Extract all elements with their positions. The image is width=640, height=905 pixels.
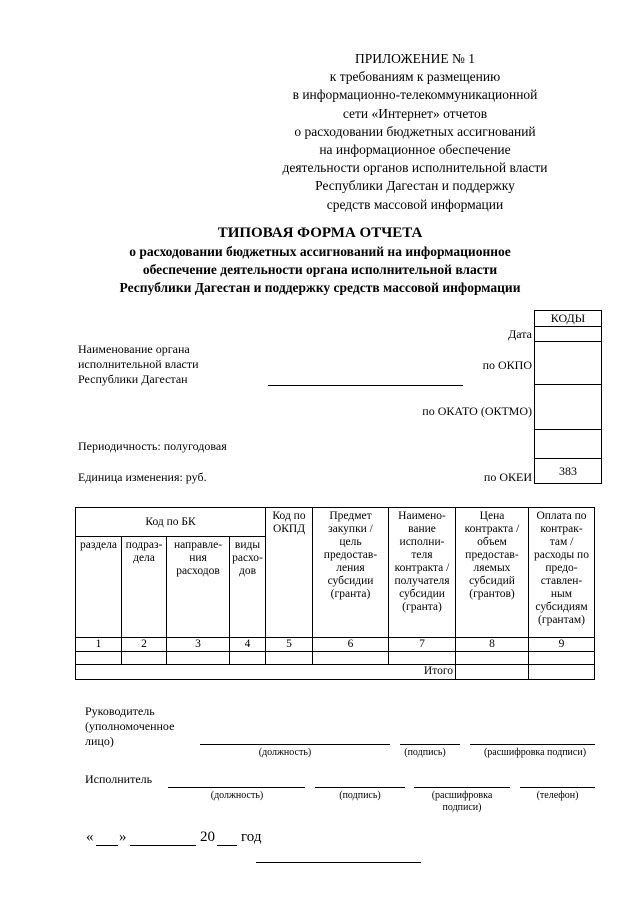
date-label: Дата [508,327,532,341]
okato-code-cell[interactable] [535,385,602,430]
date-year-prefix: 20 [200,829,215,845]
column-number-row [76,638,595,652]
table-cell[interactable] [313,652,389,665]
codes-header: КОДЫ [535,311,602,327]
table-cell[interactable] [122,652,167,665]
total-price-cell[interactable] [456,665,529,680]
form-title-sub: Республики Дагестан и поддержку средств массовой информации [119,280,521,295]
head-signature-caption: (подпись) [404,747,446,758]
okpo-code-cell[interactable] [535,342,602,385]
periodicity-code-cell[interactable] [535,430,602,459]
total-label: Итого [76,665,456,680]
executor-label: Исполнитель [85,772,153,786]
head-position-caption: (должность) [258,747,312,758]
org-name-label: Наименование органа исполнительной власти Республики Дагестан [78,342,199,386]
date-month-line[interactable] [130,845,196,846]
table-cell[interactable] [529,652,595,665]
col-section-header: раздела [76,537,122,638]
appendix-line: ПРИЛОЖЕНИЕ № 1 [354,51,476,66]
head-position-line[interactable] [200,744,390,745]
unit-label: Единица изменения: руб. [78,470,207,484]
column-number: 6 [313,638,389,652]
table-cell[interactable] [76,652,122,665]
appendix-line: деятельности органов исполнительной власти [282,160,548,176]
appendix-line: в информационно-телекоммуникационной [292,87,538,103]
table-cell[interactable] [389,652,456,665]
form-title-sub: обеспечение деятельности органа исполнительной власти [142,262,498,277]
appendix-header [250,50,580,214]
total-payment-cell[interactable] [529,665,595,680]
date-open-quote: « [86,829,94,845]
column-number: 3 [167,638,230,652]
appendix-line: на информационное обеспечение [319,142,511,158]
column-number: 4 [230,638,266,652]
col-subsection-header: подраз- дела [122,537,167,638]
head-signature-line[interactable] [400,744,460,745]
org-name-input-line[interactable] [268,385,463,386]
col-payment-header: Оплата по контрак- там / расходы по предо- ставлен- ным субсидиям (грантам) [529,508,595,638]
table-cell[interactable] [266,652,313,665]
table-cell[interactable] [230,652,266,665]
periodicity-label: Периодичность: полугодовая [78,439,227,453]
executor-phone-caption: (телефон) [536,790,579,801]
codes-table [534,310,602,484]
bottom-line [256,862,421,863]
appendix-line: сети «Интернет» отчетов [342,105,488,121]
report-table [75,507,595,680]
col-types-header: виды расхо- дов [230,537,266,638]
col-subject-header: Предмет закупки / цель предостав- ления субсидии (гранта) [313,508,389,638]
okpo-label: по ОКПО [482,358,532,372]
column-number: 8 [456,638,529,652]
date-code-cell[interactable] [535,327,602,342]
column-number: 9 [529,638,595,652]
col-direction-header: направле- ния расходов [167,537,230,638]
form-title-sub: о расходовании бюджетных ассигнований на информационное [129,244,511,259]
appendix-line: средств массовой информации [326,196,504,212]
col-executor-header: Наимено- вание исполни- теля контракта / получателя субсидии (гранта) [389,508,456,638]
column-number: 2 [122,638,167,652]
head-decoding-caption: (расшифровка подписи) [483,747,587,758]
executor-position-line[interactable] [168,787,305,788]
date-year-suffix: год [241,829,262,845]
date-day-line[interactable] [96,845,118,846]
column-number: 5 [266,638,313,652]
executor-signature-line[interactable] [315,787,405,788]
appendix-line: к требованиям к размещению [329,69,501,85]
date-close-quote: » [119,829,127,845]
column-number: 7 [389,638,456,652]
head-decoding-line[interactable] [470,744,595,745]
executor-decoding-caption: (расшифровка подписи) [431,790,493,813]
okato-label: по ОКАТО (ОКТМО) [422,404,532,418]
table-cell[interactable] [456,652,529,665]
okei-label: по ОКЕИ [483,470,532,484]
date-year-line[interactable] [217,845,237,846]
form-title-main: ТИПОВАЯ ФОРМА ОТЧЕТА [217,225,423,241]
executor-phone-line[interactable] [520,787,595,788]
appendix-line: о расходовании бюджетных ассигнований [294,123,536,139]
okei-code-cell: 383 [535,459,602,484]
executor-position-caption: (должность) [210,790,264,801]
executor-signature-caption: (подпись) [339,790,381,801]
col-okpd-header: Код по ОКПД [266,508,313,638]
executor-decoding-line[interactable] [414,787,510,788]
total-row [76,665,595,680]
column-number: 1 [76,638,122,652]
form-title [60,224,580,297]
col-price-header: Цена контракта / объем предостав- ляемых субсидий (грантов) [456,508,529,638]
head-label: Руководитель (уполномоченное лицо) [85,704,175,748]
appendix-line: Республики Дагестан и поддержку [315,178,515,194]
bk-header: Код по БК [76,508,266,537]
table-cell[interactable] [167,652,230,665]
table-row [76,652,595,665]
